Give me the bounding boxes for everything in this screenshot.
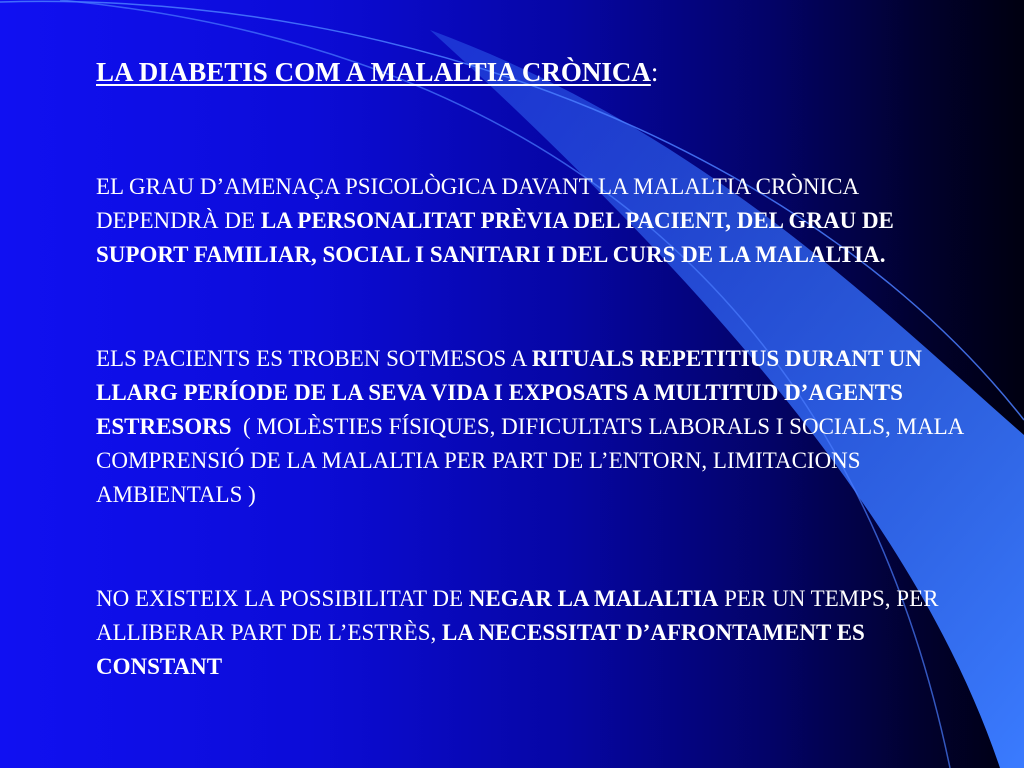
paragraph-repetitive-rituals xyxy=(96,342,976,512)
paragraph-bold-text: NEGAR LA MALALTIA xyxy=(468,586,719,611)
paragraph-threat-level xyxy=(96,170,976,272)
paragraph-bold-text: LA NECESSITAT D’AFRONTAMENT ES CONSTANT xyxy=(96,620,865,679)
paragraph-text: ELS PACIENTS ES TROBEN SOTMESOS A xyxy=(96,346,532,371)
paragraph-text: ( MOLÈSTIES FÍSIQUES, DIFICULTATS LABORALS I SOCIALS, MALA COMPRENSIÓ DE LA MALALTIA PER PART DE L’ENTORN, LIMITACIONS AMBIENTALS ) xyxy=(96,414,969,507)
paragraph-no-denial xyxy=(96,582,976,684)
paragraph-bold-text: LA PERSONALITAT PRÈVIA DEL PACIENT, DEL GRAU DE SUPORT FAMILIAR, SOCIAL I SANITARI I DEL CURS DE LA MALALTIA. xyxy=(96,208,894,267)
slide-content xyxy=(96,54,976,684)
slide-title-text: LA DIABETIS COM A MALALTIA CRÒNICA xyxy=(96,57,651,87)
slide-title xyxy=(96,54,976,90)
slide-title-colon: : xyxy=(650,57,659,87)
paragraph-text: EL GRAU D’AMENAÇA PSICOLÒGICA DAVANT LA MALALTIA CRÒNICA DEPENDRÀ DE xyxy=(96,174,858,233)
paragraph-text: PER UN TEMPS, PER ALLIBERAR PART DE L’ESTRÈS, xyxy=(96,586,939,645)
paragraph-text: NO EXISTEIX LA POSSIBILITAT DE xyxy=(96,586,469,611)
paragraph-bold-text: RITUALS REPETITIUS DURANT UN LLARG PERÍODE DE LA SEVA VIDA I EXPOSATS A MULTITUD D’AGENTS ESTRESORS xyxy=(96,346,922,439)
